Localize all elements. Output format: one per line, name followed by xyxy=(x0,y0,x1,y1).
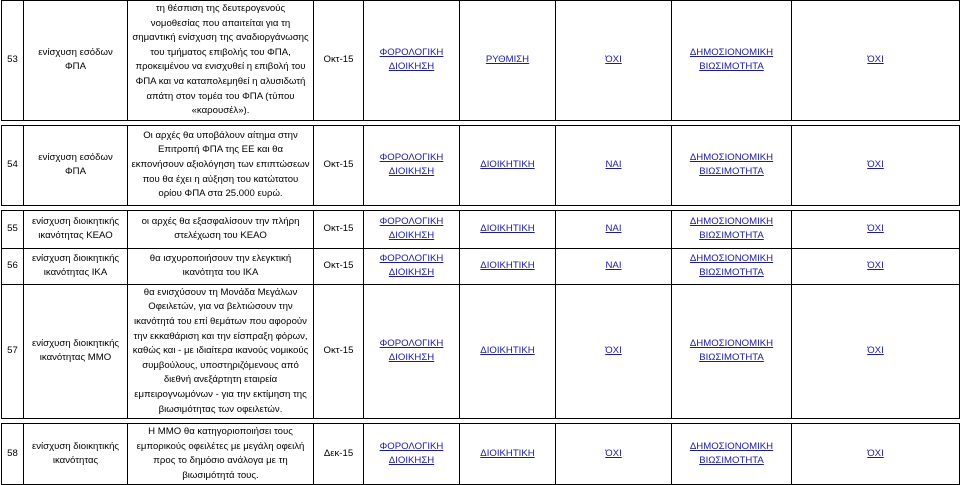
flag1-link[interactable]: ΝΑΙ xyxy=(556,125,672,205)
date-cell: Οκτ-15 xyxy=(314,1,364,121)
date-cell: Οκτ-15 xyxy=(314,248,364,284)
area-link[interactable]: ΔΗΜΟΣΙΟΝΟΜΙΚΗ ΒΙΩΣΙΜΟΤΗΤΑ xyxy=(672,248,792,284)
flag1-link[interactable]: ΝΑΙ xyxy=(556,210,672,248)
authority-link[interactable]: ΦΟΡΟΛΟΓΙΚΗ ΔΙΟΙΚΗΣΗ xyxy=(364,284,460,418)
authority-link[interactable]: ΦΟΡΟΛΟΓΙΚΗ ΔΙΟΙΚΗΣΗ xyxy=(364,1,460,121)
authority-link[interactable]: ΦΟΡΟΛΟΓΙΚΗ ΔΙΟΙΚΗΣΗ xyxy=(364,424,460,485)
date-cell: Οκτ-15 xyxy=(314,125,364,205)
table-row xyxy=(2,284,960,418)
category-cell: ενίσχυση εσόδων ΦΠΑ xyxy=(24,1,128,121)
flag2-link[interactable]: ΌΧΙ xyxy=(792,125,960,205)
description-cell: θα ισχυροποιήσουν την ελεγκτική ικανότητα του ΙΚΑ xyxy=(128,248,314,284)
row-number: 54 xyxy=(2,125,24,205)
description-cell: θα ενισχύσουν τη Μονάδα Μεγάλων Οφειλετών, για να βελτιώσουν την ικανότητά του επί θεμάτων που αφορούν την εκκαθάριση και την είσπραξη φόρων, καθώς και - με ιδιαίτερα ικανούς νομικούς συμβούλους, υποστηριζόμενους από διεθνή ανεξάρτητη εταιρεία εμπειρογνωμόνων - για την εκτίμηση της βιωσιμότητας των οφειλετών. xyxy=(128,284,314,418)
row-number: 56 xyxy=(2,248,24,284)
date-cell: Οκτ-15 xyxy=(314,284,364,418)
type-link[interactable]: ΔΙΟΙΚΗΤΙΚΗ xyxy=(460,284,556,418)
flag2-link[interactable]: ΌΧΙ xyxy=(792,1,960,121)
measures-table xyxy=(1,0,960,485)
flag2-link[interactable]: ΌΧΙ xyxy=(792,248,960,284)
category-cell: ενίσχυση διοικητικής ικανότητας ΙΚΑ xyxy=(24,248,128,284)
row-number: 53 xyxy=(2,1,24,121)
area-link[interactable]: ΔΗΜΟΣΙΟΝΟΜΙΚΗ ΒΙΩΣΙΜΟΤΗΤΑ xyxy=(672,284,792,418)
authority-link[interactable]: ΦΟΡΟΛΟΓΙΚΗ ΔΙΟΙΚΗΣΗ xyxy=(364,210,460,248)
category-cell: ενίσχυση εσόδων ΦΠΑ xyxy=(24,125,128,205)
flag1-link[interactable]: ΌΧΙ xyxy=(556,424,672,485)
type-link[interactable]: ΡΥΘΜΙΣΗ xyxy=(460,1,556,121)
flag1-link[interactable]: ΝΑΙ xyxy=(556,248,672,284)
table-row xyxy=(2,125,960,205)
area-link[interactable]: ΔΗΜΟΣΙΟΝΟΜΙΚΗ ΒΙΩΣΙΜΟΤΗΤΑ xyxy=(672,210,792,248)
flag1-link[interactable]: ΌΧΙ xyxy=(556,1,672,121)
table-row xyxy=(2,248,960,284)
flag2-link[interactable]: ΌΧΙ xyxy=(792,284,960,418)
flag2-link[interactable]: ΌΧΙ xyxy=(792,424,960,485)
description-cell: τη θέσπιση της δευτερογενούς νομοθεσίας που απαιτείται για τη σημαντική ενίσχυση της αναδιοργάνωσης του τμήματος επιβολής του ΦΠΑ, προκειμένου να ενισχυθεί η επιβολή του ΦΠΑ και να καταπολεμηθεί η αλυσιδωτή απάτη στον τομέα του ΦΠΑ (τύπου «καρουσέλ»). xyxy=(128,1,314,121)
category-cell: ενίσχυση διοικητικής ικανότητας xyxy=(24,424,128,485)
category-cell: ενίσχυση διοικητικής ικανότητας ΚΕΑΟ xyxy=(24,210,128,248)
table-body xyxy=(2,1,960,485)
description-cell: Οι αρχές θα υποβάλουν αίτημα στην Επιτροπή ΦΠΑ της ΕΕ και θα εκπονήσουν αξιολόγηση των επιπτώσεων που θα έχει η αύξηση του κατώτατου ορίου ΦΠΑ στα 25.000 ευρώ. xyxy=(128,125,314,205)
area-link[interactable]: ΔΗΜΟΣΙΟΝΟΜΙΚΗ ΒΙΩΣΙΜΟΤΗΤΑ xyxy=(672,1,792,121)
row-number: 55 xyxy=(2,210,24,248)
table-row xyxy=(2,210,960,248)
date-cell: Δεκ-15 xyxy=(314,424,364,485)
flag1-link[interactable]: ΌΧΙ xyxy=(556,284,672,418)
area-link[interactable]: ΔΗΜΟΣΙΟΝΟΜΙΚΗ ΒΙΩΣΙΜΟΤΗΤΑ xyxy=(672,125,792,205)
area-link[interactable]: ΔΗΜΟΣΙΟΝΟΜΙΚΗ ΒΙΩΣΙΜΟΤΗΤΑ xyxy=(672,424,792,485)
type-link[interactable]: ΔΙΟΙΚΗΤΙΚΗ xyxy=(460,125,556,205)
table-row xyxy=(2,424,960,485)
category-cell: ενίσχυση διοικητικής ικανότητας ΜΜΟ xyxy=(24,284,128,418)
type-link[interactable]: ΔΙΟΙΚΗΤΙΚΗ xyxy=(460,424,556,485)
flag2-link[interactable]: ΌΧΙ xyxy=(792,210,960,248)
row-number: 57 xyxy=(2,284,24,418)
description-cell: οι αρχές θα εξασφαλίσουν την πλήρη στελέχωση του ΚΕΑΟ xyxy=(128,210,314,248)
date-cell: Οκτ-15 xyxy=(314,210,364,248)
type-link[interactable]: ΔΙΟΙΚΗΤΙΚΗ xyxy=(460,248,556,284)
table-row xyxy=(2,1,960,121)
authority-link[interactable]: ΦΟΡΟΛΟΓΙΚΗ ΔΙΟΙΚΗΣΗ xyxy=(364,125,460,205)
row-number: 58 xyxy=(2,424,24,485)
type-link[interactable]: ΔΙΟΙΚΗΤΙΚΗ xyxy=(460,210,556,248)
authority-link[interactable]: ΦΟΡΟΛΟΓΙΚΗ ΔΙΟΙΚΗΣΗ xyxy=(364,248,460,284)
description-cell: Η ΜΜΟ θα κατηγοριοποιήσει τους εμπορικούς οφειλέτες με μεγάλη οφειλή προς το δημόσιο ανάλογα με τη βιωσιμότητά τους. xyxy=(128,424,314,485)
